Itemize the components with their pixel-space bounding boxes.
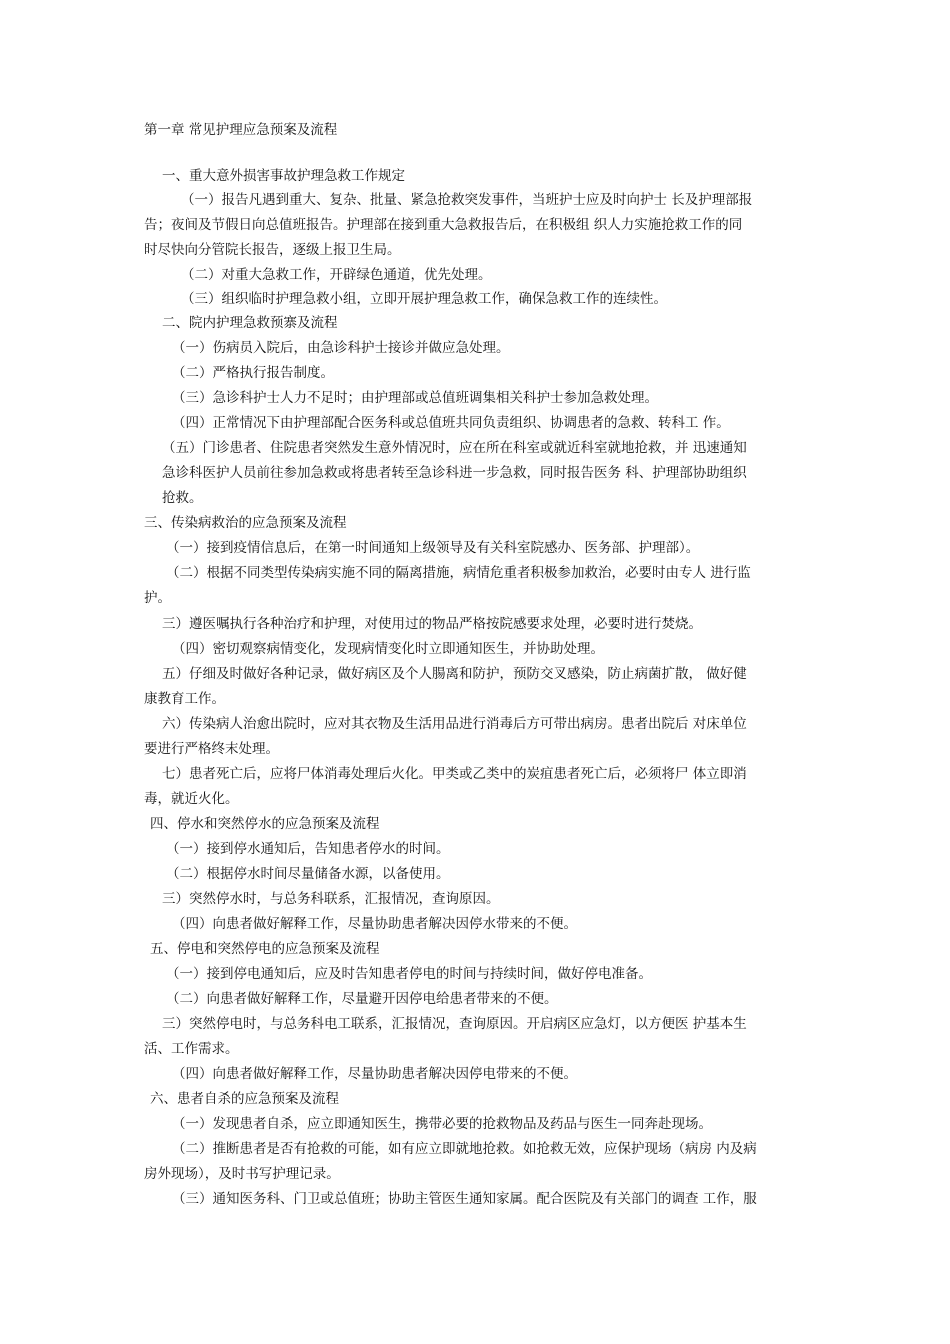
- paragraph-line: （一）发现患者自杀，应立即通知医生，携带必要的抢救物品及药品与医生一同奔赴现场。: [172, 1116, 712, 1132]
- paragraph-line: 五）仔细及时做好各种记录，做好病区及个人腸离和防护，预防交叉感染，防止病菌扩散， 做好健: [162, 666, 747, 682]
- section-heading: 六、患者自杀的应急预案及流程: [150, 1091, 339, 1107]
- paragraph-line: 活、工作需求。: [144, 1041, 239, 1057]
- paragraph-line: （四）密切观察病情变化，发现病情变化时立即通知医生，并协助处理。: [172, 641, 604, 657]
- paragraph-line: （四）向患者做好解释工作，尽量协助患者解决因停水带来的不便。: [172, 916, 577, 932]
- section-heading: 五、停电和突然停电的应急预案及流程: [150, 941, 380, 957]
- paragraph-line: （四）向患者做好解释工作，尽量协助患者解决因停电带来的不便。: [172, 1066, 577, 1082]
- paragraph-line: 要进行严格终末处理。: [144, 741, 279, 757]
- paragraph-line: 房外现场），及时书写护理记录。: [144, 1166, 340, 1182]
- paragraph-line: （四）正常情况下由护理部配合医务科或总值班共同负责组织、协调患者的急救、转科工 作。: [172, 415, 730, 431]
- paragraph-line: 抢救。: [162, 490, 203, 506]
- paragraph-line: （三）通知医务科、门卫或总值班；协助主管医生通知家属。配合医院及有关部门的调查 工作，服: [172, 1191, 757, 1207]
- paragraph-line: （二）对重大急救工作，开辟绿色通道，优先处理。: [181, 267, 492, 283]
- paragraph-line: 三）突然停水时，与总务科联系，汇报情况，查询原因。: [162, 891, 500, 907]
- paragraph-line: （一）接到停水通知后，告知患者停水的时间。: [166, 841, 450, 857]
- paragraph-line: （二）推断患者是否有抢救的可能，如有应立即就地抢救。如抢救无效，应保护现场（病房 内及病: [172, 1141, 757, 1157]
- paragraph-line: （二）向患者做好解释工作，尽量避开因停电给患者带来的不便。: [166, 991, 558, 1007]
- paragraph-line: （二）根据不同类型传染病实施不同的隔离措施，病情危重者积极参加救治，必要时由专人 进行监: [166, 565, 751, 581]
- paragraph-line: 毒，就近火化。: [144, 791, 239, 807]
- paragraph-line: 七）患者死亡后，应将尸体消毒处理后火化。甲类或乙类中的炭疽患者死亡后，必须将尸 体立即消: [162, 766, 747, 782]
- paragraph-line: （二）根据停水时间尽量储备水源，以备使用。: [166, 866, 450, 882]
- paragraph-line: （一）伤病员入院后，由急诊科护士接诊并做应急处理。: [172, 340, 510, 356]
- paragraph-line: 三）突然停电时，与总务科电工联系，汇报情况，查询原因。开启病区应急灯，以方便医 护基本生: [162, 1016, 747, 1032]
- paragraph-line: 六）传染病人治愈出院时，应对其衣物及生活用品进行消毒后方可带出病房。患者出院后 对床单位: [162, 716, 747, 732]
- paragraph-line: （一）接到疫情信息后，在第一时间通知上级领导及有关科室院感办、医务部、护理部）。: [166, 540, 700, 556]
- paragraph-line: 告；夜间及节假日向总值班报告。护理部在接到重大急救报告后，在积极组 织人力实施抢救工作的同: [144, 217, 743, 233]
- paragraph-line: （五）门诊患者、住院患者突然发生意外情况时，应在所在科室或就近科室就地抢救，并 迅速通知: [162, 440, 747, 456]
- paragraph-line: （一）报告凡遇到重大、复杂、批量、紧急抢救突发事件，当班护士应及时向护士 长及护理部报: [181, 192, 753, 208]
- section-heading: 三、传染病救治的应急预案及流程: [144, 515, 347, 531]
- paragraph-line: （三）组织临时护理急救小组，立即开展护理急救工作，确保急救工作的连续性。: [181, 291, 667, 307]
- paragraph-line: 急诊科医护人员前往参加急救或将患者转至急诊科进一步急救，同时报告医务 科、护理部协助组织: [162, 465, 747, 481]
- paragraph-line: 护。: [144, 590, 171, 606]
- paragraph-line: 三）遵医嘱执行各种治疗和护理，对使用过的物品严格按院感要求处理，必要时进行焚烧。: [162, 616, 702, 632]
- chapter-title: 第一章 常见护理应急预案及流程: [144, 122, 338, 138]
- paragraph-line: （二）严格执行报告制度。: [172, 365, 334, 381]
- section-heading: 二、院内护理急救预寨及流程: [162, 315, 338, 331]
- paragraph-line: 康教育工作。: [144, 691, 225, 707]
- paragraph-line: （三）急诊科护士人力不足时；由护理部或总值班调集相关科护士参加急救处理。: [172, 390, 658, 406]
- section-heading: 一、重大意外损害事故护理急救工作规定: [162, 168, 405, 184]
- paragraph-line: （一）接到停电通知后，应及时告知患者停电的时间与持续时间，做好停电准备。: [166, 966, 652, 982]
- section-heading: 四、停水和突然停水的应急预案及流程: [150, 816, 380, 832]
- paragraph-line: 时尽快向分管院长报告，逐级上报卫生局。: [144, 242, 401, 258]
